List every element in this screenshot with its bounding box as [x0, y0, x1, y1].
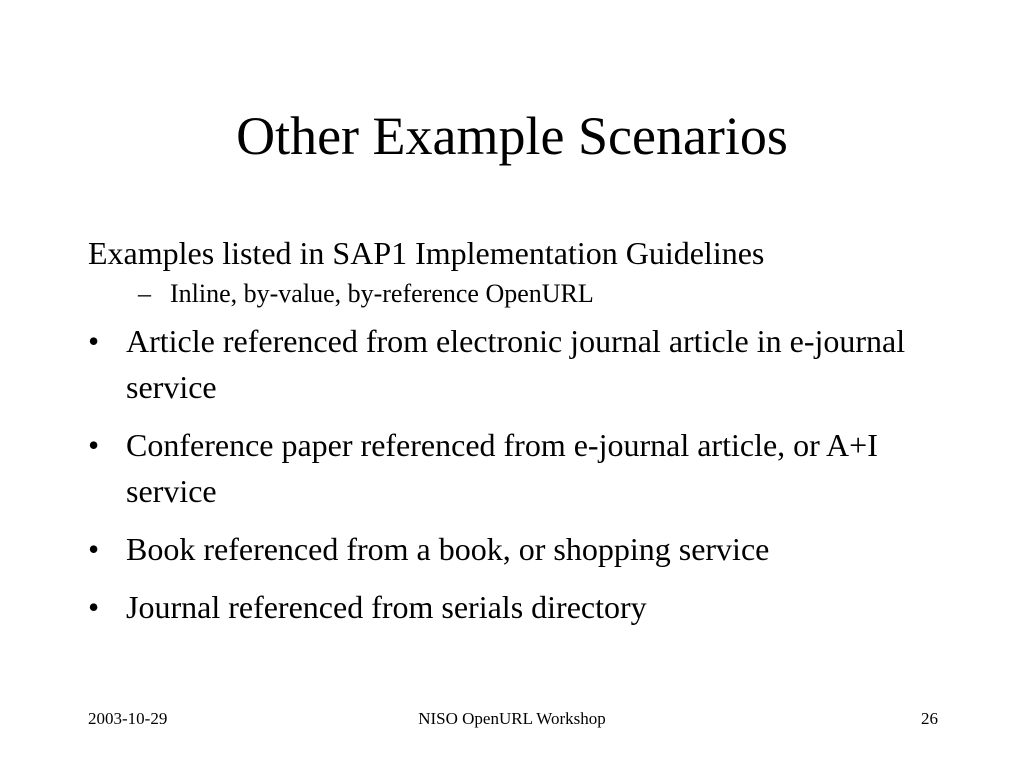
bullet-item: [88, 318, 948, 410]
bullet-item: [88, 422, 948, 514]
bullet-item: [88, 526, 948, 572]
sub-item: [138, 276, 948, 312]
bullet-list: [88, 318, 948, 630]
intro-line: Examples listed in SAP1 Implementation Guidelines: [88, 235, 765, 271]
bullet-marker: •: [88, 323, 100, 359]
slide-title: Other Example Scenarios: [236, 106, 788, 166]
footer-title: NISO OpenURL Workshop: [418, 709, 606, 728]
bullet-item: [88, 584, 948, 630]
bullet-text: Book referenced from a book, or shopping service: [126, 531, 770, 567]
footer-date: 2003-10-29: [88, 709, 168, 728]
bullet-text: Conference paper referenced from e-journal article, or A+I service: [126, 427, 878, 509]
bullet-marker: •: [88, 531, 100, 567]
page-number: 26: [921, 709, 938, 728]
dash-marker: –: [138, 279, 151, 308]
sub-item-text: Inline, by-value, by-reference OpenURL: [170, 279, 594, 308]
bullet-marker: •: [88, 589, 100, 625]
slide-body: [88, 230, 948, 642]
bullet-text: Journal referenced from serials directory: [126, 589, 647, 625]
bullet-text: Article referenced from electronic journal article in e-journal service: [126, 323, 906, 405]
bullet-marker: •: [88, 427, 100, 463]
